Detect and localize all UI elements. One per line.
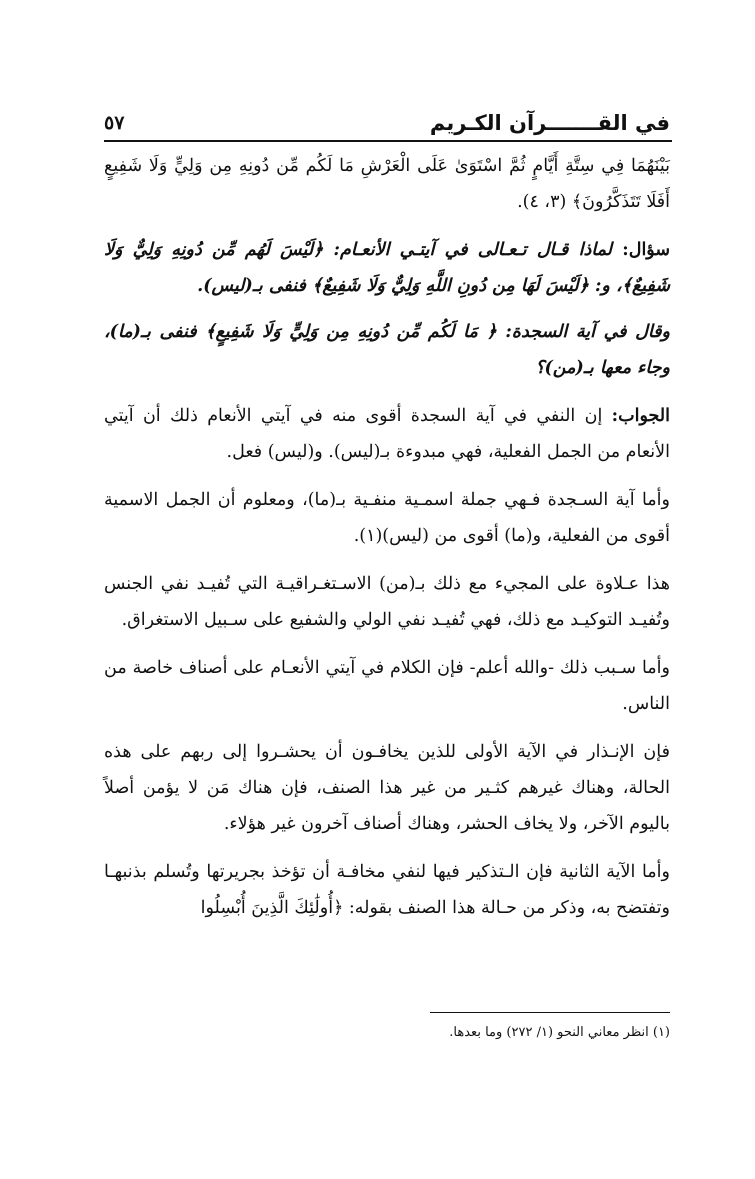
footnote: (١) انظر معاني النحو (١/ ٢٧٢) وما بعدها. [449,1025,670,1040]
footnote-divider [430,1012,670,1013]
paragraph-sajda: وأما آية السـجدة فـهي جملة اسمـية منفـية بـ(ما)، ومعلوم أن الجمل الاسمية أقوى من الفعلية، و(ما) أقوى من (ليس)(١). [104,490,670,546]
paragraph-second-verse: وأما الآية الثانية فإن الـتذكير فيها لنفي مخافـة أن تؤخذ بجريرتها وتُسلم بذنبهـا وتفتضح به، وذكر من حـالة هذا الصنف بقوله: ﴿أُولَٰئِكَ الَّذِينَ أُبْسِلُوا [104,862,670,918]
answer-paragraph [104,398,670,470]
answer-label: الجواب: [611,406,670,426]
question-paragraph [104,232,670,304]
paragraph-warning: فإن الإنـذار في الآية الأولى للذين يخافـون أن يحشـروا إلى ربهم على هذه الحالة، وهناك غيرهم كثـير من غير هذا الصنف، فإن هناك مَن لا يؤمن أصلاً باليوم الآخر، ولا يخاف الحشر، وهناك أصناف آخرون غير هؤلاء. [104,742,670,834]
paragraph-istighraq: هذا عـلاوة على المجيء مع ذلك بـ(من) الاسـتغـراقيـة التي تُفيـد نفي الجنس وتُفيـد التوكيـد مع ذلك، فهي تُفيـد نفي الولي والشفيع على سـبيل الاستغراق. [104,574,670,630]
question-continuation: وقال في آية السجدة: ﴿ مَا لَكُم مِّن دُونِهِ مِن وَلِيٍّ وَلَا شَفِيعٍ﴾ فنفى بـ(ما)، وجاء معها بـ(من)؟ [104,322,670,378]
question-text: لماذا قـال تـعـالى في آيتـي الأنعـام: ﴿لَيْسَ لَهُم مِّن دُونِهِ وَلِيٌّ وَلَا شَفِيعٌ﴾، و: ﴿لَيْسَ لَهَا مِن دُونِ اللَّهِ وَلِيٌّ وَلَا شَفِيعٌ﴾ فنفى بـ(ليس). [104,240,670,296]
header-divider [104,140,672,142]
page-number: ٥٧ [104,112,125,134]
question-label: سؤال: [622,240,671,260]
page-header [104,108,670,138]
answer-text: إن النفي في آية السجدة أقوى منه في آيتي الأنعام ذلك أن آيتي الأنعام من الجمل الفعلية، فهي مبدوءة بـ(ليس). و(ليس) فعل. [104,406,670,462]
paragraph-reason: وأما سـبب ذلك -والله أعلم- فإن الكلام في آيتي الأنعـام على أصناف خاصة من الناس. [104,658,670,714]
running-title: في القـــــــرآن الكـريم [429,111,670,135]
verse-continuation: بَيْنَهُمَا فِي سِتَّةِ أَيَّامٍ ثُمَّ اسْتَوَىٰ عَلَى الْعَرْشِ مَا لَكُم مِّن دُونِهِ مِن وَلِيٍّ وَلَا شَفِيعٍ أَفَلَا تَتَذَكَّرُونَ﴾ (٣، ٤). [104,156,670,212]
page-body [104,148,670,938]
